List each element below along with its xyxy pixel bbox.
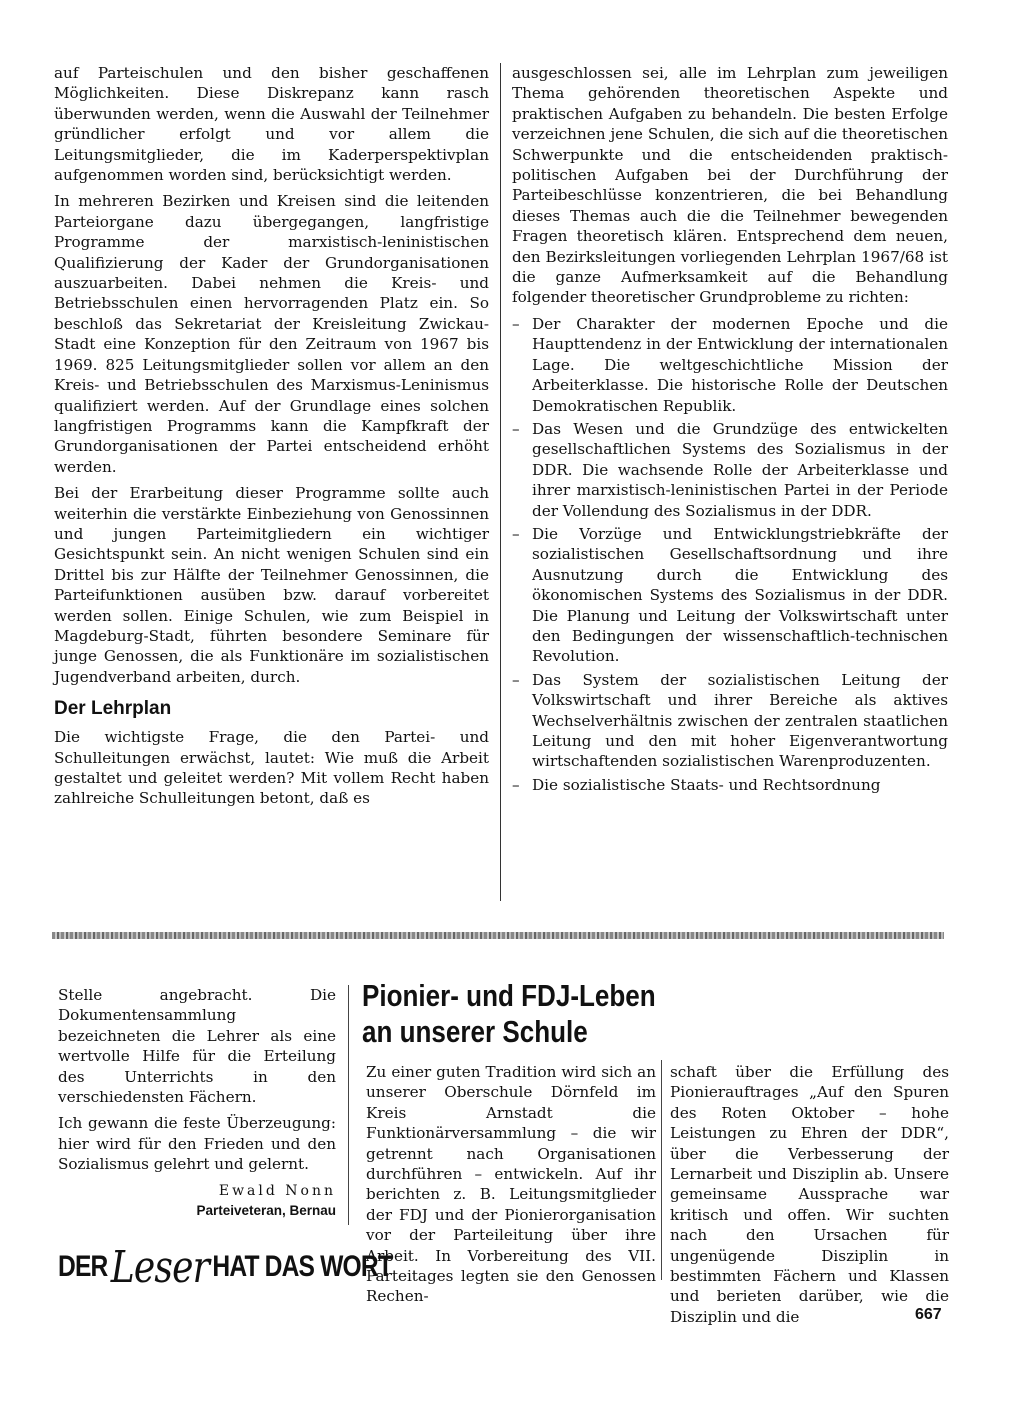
paragraph: In mehreren Bezirken und Kreisen sind die leitenden Parteiorgane dazu übergegangen, langfristige Programme der marxistisch-leninistischen Qualifizierung der Kader der Grundorganisationen auszuarbeiten. Dabei nehmen die Kreis- und Betriebsschulen einen hervorragenden Platz ein. So beschloß das Sekretariat der Kreisleitung Zwickau-Stadt eine Konzeption für den Zeitraum von 1967 bis 1969. 825 Leitungsmitglieder sollen vor allem an den Kreis- und Betriebsschulen des Marxismus-Leninismus qualifiziert werden. Auf der Grundlage eines solchen langfristigen Programms kann die Kampfkraft der Grundorganisationen der Partei entscheidend erhöht werden. [54, 192, 489, 476]
article-column: Zu einer guten Tradition wird sich an unserer Oberschule Dörnfeld im Kreis Arnstadt die Funktionärversammlung – die wir getrennt nach Organisationen durchführen – entwickeln. Auf ihr berichten z. B. Leitungsmitglieder der FDJ und der Pionierorganisation vor der Parteileitung über ihre Arbeit. In Vorbereitung des VII. Parteitages legten sie den Genossen Rechen- [366, 1063, 656, 1306]
paragraph: Ich gewann die feste Überzeugung: hier wird für den Frieden und den Sozialismus gelehrt und gelernt. [58, 1114, 336, 1174]
column-divider [348, 985, 349, 1225]
section-separator [52, 932, 944, 939]
page-number: 667 [915, 1306, 942, 1323]
title-line: Pionier- und FDJ-Leben [362, 978, 656, 1013]
right-column [512, 63, 948, 798]
paragraph: Stelle angebracht. Die Dokumentensammlung bezeichneten die Lehrer als eine wertvolle Hilfe für die Erteilung des Unterrichts in den verschiedensten Fächern. [58, 986, 336, 1107]
article-column: schaft über die Erfüllung des Pionierauftrages „Auf den Spuren des Roten Oktober – hohe Leistungen zu Ehren der DDR“, über die Verbesserung der Lernarbeit und Disziplin ab. Unsere gemeinsame Aussprache war kritisch und offen. Wir suchten nach den Ursachen für ungenügende Disziplin in bestimmten Fächern und Klassen und berieten darüber, wie die Disziplin und die [670, 1063, 949, 1326]
article-title [362, 978, 732, 1050]
list-item: – Das System der sozialistischen Leitung der Volkswirtschaft und ihrer Bereiche als aktives Wechselverhältnis zwischen der zentralen staatlichen Leitung und den mit hoher Eigenverantwortung wirtschaftenden sozialistischen Warenproduzenten. [512, 670, 948, 772]
paragraph: auf Parteischulen und den bisher geschaffenen Möglichkeiten. Diese Diskrepanz kann rasch überwunden werden, wenn die Auswahl der Teilnehmer gründlicher erfolgt und vor allem die Leitungsmitglieder, die im Kaderperspektivplan aufgenommen worden sind, berücksichtigt werden. [54, 64, 489, 185]
list-item: – Die Vorzüge und Entwicklungstriebkräfte der sozialistischen Gesellschaftsordnung und ihre Ausnutzung durch die Entwicklung des ökonomischen Systems des Sozialismus in der DDR. Die Planung und Leitung der Volkswirtschaft unter den Bedingungen der wissenschaftlich-technischen Revolution. [512, 524, 948, 667]
logo-script: Leser [110, 1241, 210, 1293]
column-divider [661, 1060, 662, 1280]
section-heading: Der Lehrplan [54, 698, 172, 720]
left-column [54, 63, 489, 815]
logo-text: HAT DAS WORT [212, 1250, 393, 1283]
title-line: an unserer Schule [362, 1014, 588, 1049]
logo-text: DER [58, 1250, 108, 1283]
list-item: – Das Wesen und die Grundzüge des entwickelten gesellschaftlichen Systems des Sozialismus in der DDR. Die wachsende Rolle der Arbeiterklasse und ihrer marxistisch-leninistischen Partei in der Periode der Vollendung des Sozialismus in der DDR. [512, 419, 948, 521]
reader-letter [58, 985, 336, 1221]
section-logo [58, 1238, 393, 1296]
author-role: Parteiveteran, Bernau [196, 1203, 336, 1219]
list-item: – Die sozialistische Staats- und Rechtsordnung [512, 775, 948, 795]
topic-list [512, 314, 948, 795]
paragraph: Die wichtigste Frage, die den Partei- und Schulleitungen erwächst, lautet: Wie muß die Arbeit gestaltet und geleitet werden? Mit vollem Recht haben zahlreiche Schulleitungen betont, daß es [54, 728, 489, 808]
paragraph: ausgeschlossen sei, alle im Lehrplan zum jeweiligen Thema gehörenden theoretischen Aspekte und praktischen Aufgaben zu behandeln. Die besten Erfolge verzeichnen jene Schulen, die sich auf die theoretischen Schwerpunkte und die entscheidenden praktisch-politischen Aufgaben bei der Durchführung der Parteibeschlüsse konzentrieren, die bei Behandlung dieses Themas auch die die Teilnehmer bewegenden Fragen theoretisch klären. Entsprechend dem neuen, den Bezirksleitungen vorliegenden Lehrplan 1967/68 ist die ganze Aufmerksamkeit auf die Behandlung folgender theoretischer Grundprobleme zu richten: [512, 64, 948, 307]
paragraph: Bei der Erarbeitung dieser Programme sollte auch weiterhin die verstärkte Einbeziehung von Genossinnen und jungen Parteimitgliedern ein wichtiger Gesichtspunkt sein. An nicht wenigen Schulen sind ein Drittel bis zur Hälfte der Teilnehmer Genossinnen, die Parteifunktionen ausüben bzw. darauf vorbereitet werden sollen. Einige Schulen, wie zum Beispiel in Magdeburg-Stadt, führten besondere Seminare für junge Genossen, die als Funktionäre im sozialistischen Jugendverband arbeiten, durch. [54, 484, 489, 686]
author-name: Ewald Nonn [218, 1182, 336, 1199]
list-item: – Der Charakter der modernen Epoche und die Haupttendenz in der Entwicklung der internationalen Lage. Die weltgeschichtliche Mission der Arbeiterklasse. Die historische Rolle der Deutschen Demokratischen Republik. [512, 314, 948, 416]
column-divider [500, 63, 501, 901]
